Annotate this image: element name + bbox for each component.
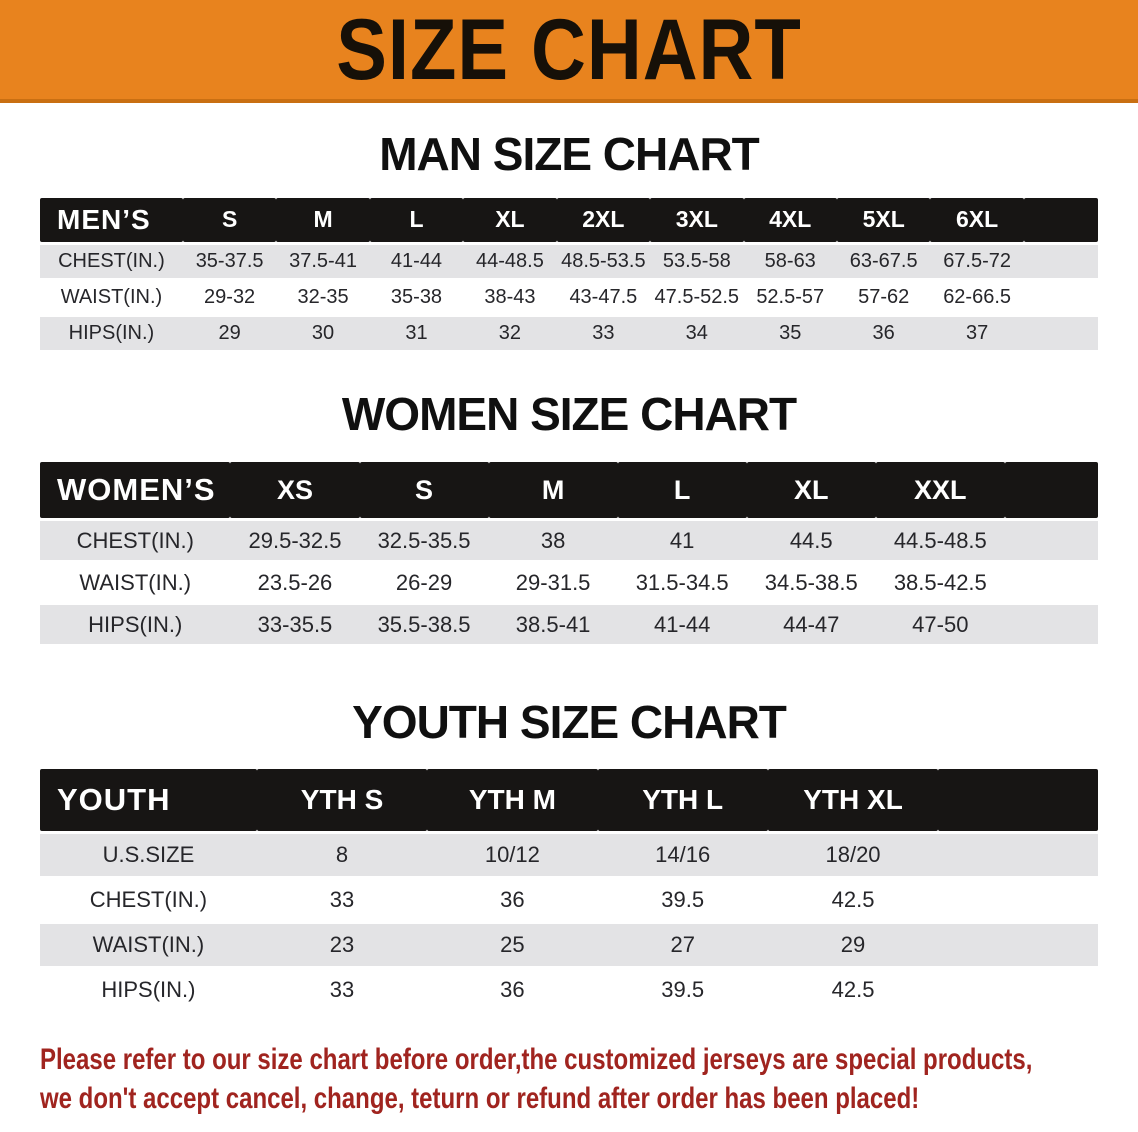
size-value-cell: 36: [427, 879, 597, 921]
table-row: [40, 563, 1098, 602]
size-value-cell: 35-38: [370, 281, 463, 314]
size-value-cell: 67.5-72: [930, 245, 1023, 278]
size-column-header: M: [489, 462, 618, 518]
row-label-cell: HIPS(IN.): [40, 605, 230, 644]
size-value-cell: 47-50: [876, 605, 1005, 644]
size-column-header: L: [370, 198, 463, 242]
size-column-header: XS: [230, 462, 359, 518]
size-value-cell: 41-44: [618, 605, 747, 644]
size-value-cell: 38.5-41: [489, 605, 618, 644]
size-value-cell: 34.5-38.5: [747, 563, 876, 602]
youth-table-corner-label: YOUTH: [40, 769, 257, 831]
size-value-cell: 29-32: [183, 281, 276, 314]
size-value-cell: 43-47.5: [557, 281, 650, 314]
size-value-cell: 35-37.5: [183, 245, 276, 278]
men-section-heading: MAN SIZE CHART: [379, 128, 759, 180]
size-value-cell: 14/16: [598, 834, 768, 876]
size-column-header: XXL: [876, 462, 1005, 518]
table-row: [40, 834, 1098, 876]
size-value-cell: 36: [837, 317, 930, 350]
size-value-cell: 44.5-48.5: [876, 521, 1005, 560]
spacer-cell: [1005, 563, 1098, 602]
size-column-header: S: [360, 462, 489, 518]
spacer-cell: [938, 924, 1098, 966]
size-value-cell: 38: [489, 521, 618, 560]
disclaimer-line-1: Please refer to our size chart before order,the customized jerseys are special products,: [40, 1042, 1033, 1076]
size-value-cell: 41-44: [370, 245, 463, 278]
women-section-heading: WOMEN SIZE CHART: [341, 387, 797, 440]
section-youth: [0, 697, 1138, 1014]
size-value-cell: 36: [427, 969, 597, 1011]
size-value-cell: 32-35: [276, 281, 369, 314]
spacer-cell: [1005, 462, 1098, 518]
size-value-cell: 23: [257, 924, 427, 966]
disclaimer-line-2: we don't accept cancel, change, teturn or refund after order has been placed!: [40, 1081, 920, 1115]
table-row: [40, 969, 1098, 1011]
spacer-cell: [1005, 521, 1098, 560]
spacer-cell: [938, 834, 1098, 876]
row-label-cell: WAIST(IN.): [40, 563, 230, 602]
size-value-cell: 57-62: [837, 281, 930, 314]
size-value-cell: 27: [598, 924, 768, 966]
spacer-cell: [1024, 198, 1098, 242]
size-column-header: S: [183, 198, 276, 242]
section-women: [0, 389, 1138, 648]
size-column-header: 6XL: [930, 198, 1023, 242]
size-value-cell: 30: [276, 317, 369, 350]
size-value-cell: 31.5-34.5: [618, 563, 747, 602]
row-label-cell: CHEST(IN.): [40, 245, 183, 278]
row-label-cell: HIPS(IN.): [40, 969, 257, 1011]
size-value-cell: 32: [463, 317, 556, 350]
row-label-cell: WAIST(IN.): [40, 281, 183, 314]
size-value-cell: 44.5: [747, 521, 876, 560]
size-column-header: YTH L: [598, 769, 768, 831]
size-value-cell: 39.5: [598, 969, 768, 1011]
size-column-header: YTH XL: [768, 769, 938, 831]
size-column-header: 5XL: [837, 198, 930, 242]
row-label-cell: CHEST(IN.): [40, 521, 230, 560]
table-row: [40, 281, 1098, 314]
size-value-cell: 33-35.5: [230, 605, 359, 644]
men-header-row: [40, 198, 1098, 242]
size-value-cell: 29: [768, 924, 938, 966]
size-value-cell: 41: [618, 521, 747, 560]
banner-title: SIZE CHART: [336, 0, 802, 98]
spacer-cell: [1005, 605, 1098, 644]
size-column-header: XL: [747, 462, 876, 518]
size-value-cell: 42.5: [768, 969, 938, 1011]
youth-size-table: [40, 766, 1098, 1014]
size-value-cell: 52.5-57: [744, 281, 837, 314]
banner: [0, 0, 1138, 103]
spacer-cell: [938, 769, 1098, 831]
size-value-cell: 33: [257, 879, 427, 921]
size-value-cell: 44-48.5: [463, 245, 556, 278]
table-row: [40, 605, 1098, 644]
size-value-cell: 37.5-41: [276, 245, 369, 278]
row-label-cell: WAIST(IN.): [40, 924, 257, 966]
size-value-cell: 29.5-32.5: [230, 521, 359, 560]
men-size-table: [40, 195, 1098, 353]
size-value-cell: 10/12: [427, 834, 597, 876]
table-row: [40, 521, 1098, 560]
size-value-cell: 29-31.5: [489, 563, 618, 602]
size-column-header: YTH M: [427, 769, 597, 831]
size-value-cell: 8: [257, 834, 427, 876]
youth-section-heading: YOUTH SIZE CHART: [352, 696, 786, 749]
size-value-cell: 33: [557, 317, 650, 350]
size-value-cell: 33: [257, 969, 427, 1011]
size-value-cell: 35.5-38.5: [360, 605, 489, 644]
size-value-cell: 31: [370, 317, 463, 350]
size-value-cell: 47.5-52.5: [650, 281, 743, 314]
disclaimer: [40, 1040, 1138, 1118]
size-value-cell: 44-47: [747, 605, 876, 644]
row-label-cell: HIPS(IN.): [40, 317, 183, 350]
table-row: [40, 924, 1098, 966]
size-column-header: 3XL: [650, 198, 743, 242]
size-column-header: YTH S: [257, 769, 427, 831]
size-value-cell: 39.5: [598, 879, 768, 921]
size-value-cell: 34: [650, 317, 743, 350]
size-value-cell: 18/20: [768, 834, 938, 876]
spacer-cell: [1024, 317, 1098, 350]
row-label-cell: CHEST(IN.): [40, 879, 257, 921]
size-value-cell: 62-66.5: [930, 281, 1023, 314]
youth-header-row: [40, 769, 1098, 831]
size-value-cell: 42.5: [768, 879, 938, 921]
size-column-header: 4XL: [744, 198, 837, 242]
women-size-table: [40, 459, 1098, 647]
spacer-cell: [938, 969, 1098, 1011]
women-header-row: [40, 462, 1098, 518]
size-column-header: 2XL: [557, 198, 650, 242]
men-table-corner-label: MEN’S: [40, 198, 183, 242]
size-value-cell: 38-43: [463, 281, 556, 314]
size-value-cell: 25: [427, 924, 597, 966]
size-column-header: XL: [463, 198, 556, 242]
size-value-cell: 29: [183, 317, 276, 350]
size-value-cell: 38.5-42.5: [876, 563, 1005, 602]
size-value-cell: 32.5-35.5: [360, 521, 489, 560]
size-value-cell: 26-29: [360, 563, 489, 602]
size-value-cell: 48.5-53.5: [557, 245, 650, 278]
table-row: [40, 245, 1098, 278]
section-men: [0, 129, 1138, 353]
size-value-cell: 53.5-58: [650, 245, 743, 278]
size-value-cell: 58-63: [744, 245, 837, 278]
table-row: [40, 317, 1098, 350]
women-table-corner-label: WOMEN’S: [40, 462, 230, 518]
size-value-cell: 37: [930, 317, 1023, 350]
spacer-cell: [1024, 245, 1098, 278]
table-row: [40, 879, 1098, 921]
spacer-cell: [938, 879, 1098, 921]
size-column-header: M: [276, 198, 369, 242]
size-value-cell: 35: [744, 317, 837, 350]
spacer-cell: [1024, 281, 1098, 314]
size-column-header: L: [618, 462, 747, 518]
size-value-cell: 63-67.5: [837, 245, 930, 278]
row-label-cell: U.S.SIZE: [40, 834, 257, 876]
size-value-cell: 23.5-26: [230, 563, 359, 602]
